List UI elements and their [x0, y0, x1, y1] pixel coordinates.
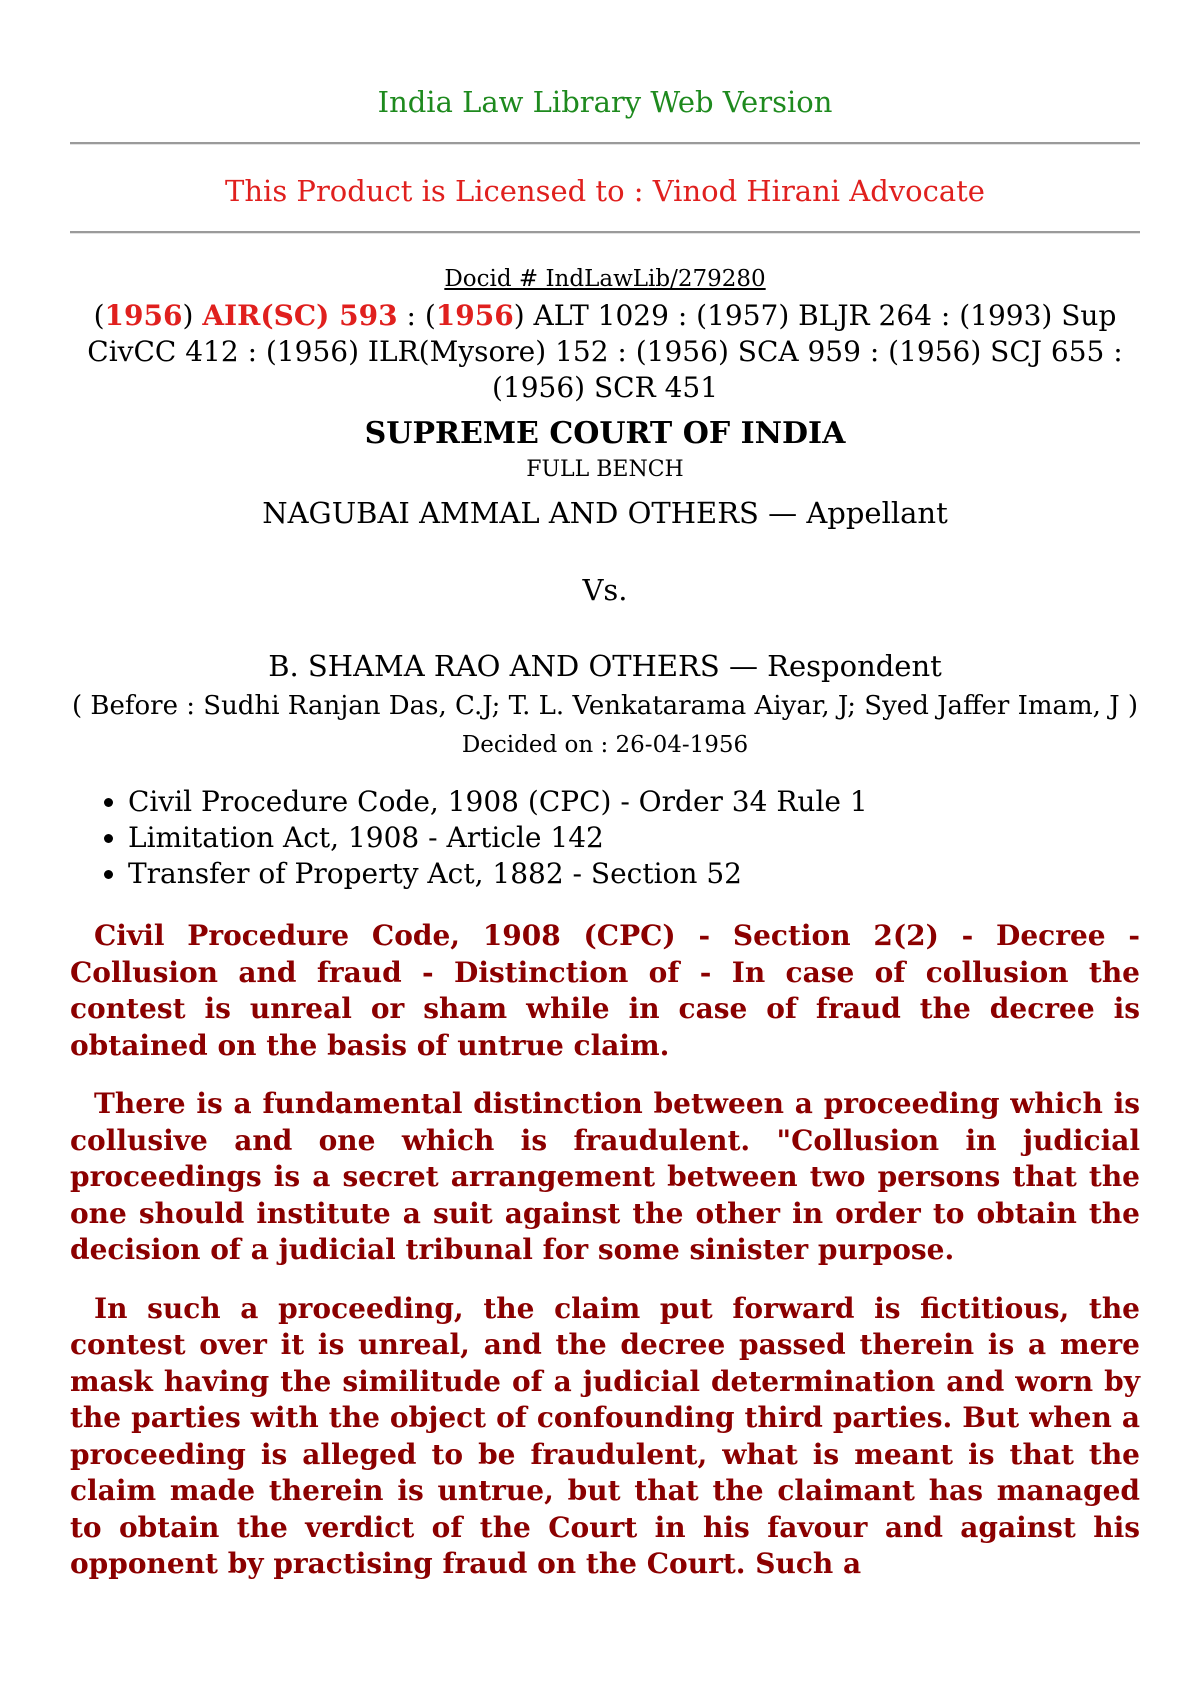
citation-rest: ) ALT 1029 : (1957) BLJR 264 : (1993) Sup CivCC 412 : (1956) ILR(Mysore) 152 : (1956) SCA 959 : (1956) SCJ 655 : (1956) SCR 451	[87, 299, 1123, 404]
citation-line	[70, 298, 1140, 406]
citation-sep: : (	[397, 299, 436, 332]
bench-judges: ( Before : Sudhi Ranjan Das, C.J; T. L. Venkatarama Aiyar, J; Syed Jaffer Imam, J )	[71, 691, 1139, 721]
licence-divider	[70, 231, 1140, 234]
citation-close: )	[182, 299, 194, 332]
headnote-paragraph: Civil Procedure Code, 1908 (CPC) - Section 2(2) - Decree - Collusion and fraud - Distinction of - In case of collusion the contest is unreal or sham while in case of fraud the decree is obtained on the basis of untrue claim.	[70, 919, 1140, 1062]
bench-type: FULL BENCH	[526, 457, 684, 482]
citation-year-2: 1956	[435, 299, 514, 332]
header-divider	[70, 142, 1140, 145]
acts-list	[70, 784, 1140, 892]
citation-year: 1956	[104, 299, 183, 332]
library-title: India Law Library Web Version	[377, 85, 833, 119]
licence-notice: This Product is Licensed to : Vinod Hirani Advocate	[225, 174, 985, 208]
respondent: B. SHAMA RAO AND OTHERS — Respondent	[268, 649, 942, 683]
doc-id: Docid # IndLawLib/279280	[444, 266, 766, 292]
versus: Vs.	[582, 573, 628, 607]
citation-open: (	[93, 299, 105, 332]
act-item: • Civil Procedure Code, 1908 (CPC) - Order 34 Rule 1	[128, 784, 1140, 820]
decided-date: Decided on : 26-04-1956	[461, 732, 749, 758]
document-content	[70, 0, 1140, 1583]
court-name: SUPREME COURT OF INDIA	[364, 416, 846, 451]
citation-air: AIR(SC) 593	[202, 299, 398, 332]
act-item: • Transfer of Property Act, 1882 - Section 52	[128, 856, 1140, 892]
headnote-paragraph: There is a fundamental distinction between a proceeding which is collusive and one which is fraudulent. "Collusion in judicial proceedings is a secret arrangement between two persons that the one should institute a suit against the other in order to obtain the decision of a judicial tribunal for some sinister purpose.	[70, 1087, 1140, 1266]
headnote-paragraph: In such a proceeding, the claim put forward is fictitious, the contest over it is unreal, and the decree passed therein is a mere mask having the similitude of a judicial determination and worn by the parties with the object of confounding third parties. But when a proceeding is alleged to be fraudulent, what is meant is that the claim made therein is untrue, but that the claimant has managed to obtain the verdict of the Court in his favour and against his opponent by practising fraud on the Court. Such a	[70, 1291, 1140, 1580]
act-item: • Limitation Act, 1908 - Article 142	[128, 820, 1140, 856]
appellant: NAGUBAI AMMAL AND OTHERS — Appellant	[262, 496, 948, 530]
